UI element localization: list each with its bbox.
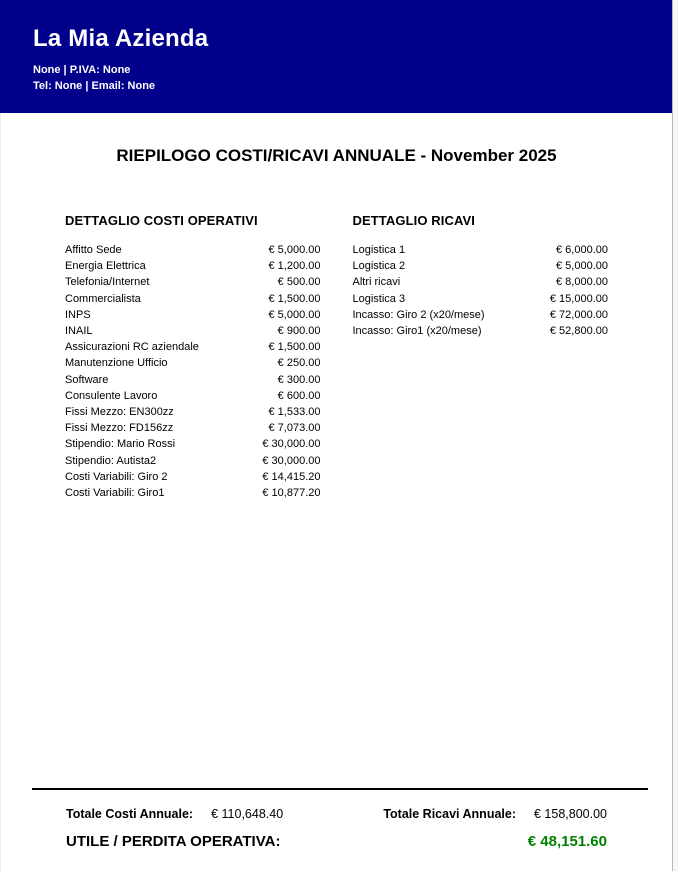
cost-label: INPS [65, 308, 91, 321]
profit-label: UTILE / PERDITA OPERATIVA: [66, 833, 281, 850]
cost-row [65, 291, 321, 307]
revenue-label: Incasso: Giro 2 (x20/mese) [352, 308, 485, 321]
revenue-amount: € 6,000.00 [556, 244, 608, 256]
revenue-row [353, 274, 609, 290]
total-costs-value: € 110,648.40 [211, 807, 284, 821]
costs-heading: DETTAGLIO COSTI OPERATIVI [65, 213, 258, 228]
cost-label: Energia Elettrica [65, 260, 146, 273]
company-header [0, 0, 672, 113]
revenue-label: Logistica 1 [352, 244, 406, 256]
cost-row [65, 485, 321, 501]
revenue-amount: € 72,000.00 [549, 308, 608, 321]
cost-label: Affitto Sede [65, 244, 122, 256]
cost-amount: € 30,000.00 [262, 454, 321, 467]
revenue-amount: € 52,800.00 [549, 325, 608, 338]
cost-label: Fissi Mezzo: FD156zz [65, 422, 174, 435]
cost-row [65, 388, 321, 404]
cost-amount: € 500.00 [277, 276, 321, 289]
cost-label: Stipendio: Autista2 [65, 454, 157, 467]
revenues-list [353, 242, 609, 339]
cost-row [65, 453, 321, 469]
revenue-row [353, 242, 609, 258]
cost-label: Manutenzione Ufficio [65, 357, 168, 370]
cost-label: Consulente Lavoro [65, 389, 158, 402]
totals-row [1, 790, 672, 821]
report-title: RIEPILOGO COSTI/RICAVI ANNUALE - November 2025 [116, 146, 557, 165]
cost-row [65, 436, 321, 452]
cost-label: Software [65, 373, 109, 386]
cost-row [65, 323, 321, 339]
revenue-row [353, 291, 609, 307]
detail-columns [65, 213, 608, 501]
cost-label: INAIL [65, 325, 93, 338]
cost-row [65, 307, 321, 323]
cost-label: Telefonia/Internet [65, 276, 150, 289]
total-revenues-label: Totale Ricavi Annuale: [383, 807, 516, 821]
cost-amount: € 1,200.00 [268, 260, 321, 273]
company-name: La Mia Azienda [33, 25, 209, 52]
cost-amount: € 7,073.00 [268, 422, 321, 435]
costs-column [65, 213, 321, 501]
cost-amount: € 900.00 [277, 325, 321, 338]
revenue-label: Incasso: Giro1 (x20/mese) [352, 325, 482, 338]
revenues-column [353, 213, 609, 501]
cost-row [65, 339, 321, 355]
revenue-label: Logistica 2 [352, 260, 406, 273]
cost-amount: € 5,000.00 [268, 244, 321, 256]
total-costs-group [66, 807, 283, 821]
cost-amount: € 600.00 [277, 389, 321, 402]
cost-row [65, 274, 321, 290]
cost-row [65, 372, 321, 388]
cost-label: Costi Variabili: Giro 2 [65, 470, 168, 483]
cost-row [65, 404, 321, 420]
cost-amount: € 5,000.00 [268, 308, 321, 321]
cost-amount: € 30,000.00 [262, 438, 321, 451]
cost-row [65, 258, 321, 274]
revenue-amount: € 15,000.00 [549, 292, 608, 305]
profit-value: € 48,151.60 [527, 833, 607, 850]
revenue-amount: € 8,000.00 [556, 276, 608, 289]
cost-row [65, 469, 321, 485]
total-revenues-value: € 158,800.00 [534, 807, 607, 821]
cost-label: Assicurazioni RC aziendale [65, 341, 199, 354]
cost-label: Commercialista [65, 292, 141, 305]
summary-section [1, 788, 672, 850]
revenue-row [353, 307, 609, 323]
revenues-heading: DETTAGLIO RICAVI [352, 213, 475, 228]
report-content [1, 146, 672, 501]
cost-label: Costi Variabili: Giro1 [65, 487, 165, 500]
cost-amount: € 14,415.20 [262, 470, 321, 483]
cost-label: Fissi Mezzo: EN300zz [65, 406, 174, 419]
cost-amount: € 300.00 [277, 373, 321, 386]
revenue-row [353, 258, 609, 274]
revenue-label: Logistica 3 [352, 292, 406, 305]
profit-row [1, 821, 672, 850]
company-info-line-1: None | P.IVA: None [33, 64, 131, 76]
cost-row [65, 242, 321, 258]
total-revenues-group [383, 807, 607, 821]
revenue-row [353, 323, 609, 339]
cost-label: Stipendio: Mario Rossi [65, 438, 176, 451]
cost-amount: € 1,500.00 [268, 341, 321, 354]
company-info-line-2: Tel: None | Email: None [33, 80, 156, 92]
cost-amount: € 250.00 [277, 357, 321, 370]
revenue-amount: € 5,000.00 [556, 260, 608, 273]
cost-row [65, 420, 321, 436]
revenue-label: Altri ricavi [352, 276, 401, 289]
cost-amount: € 10,877.20 [262, 487, 321, 500]
cost-amount: € 1,533.00 [268, 406, 321, 419]
costs-list [65, 242, 321, 501]
cost-row [65, 355, 321, 371]
cost-amount: € 1,500.00 [268, 292, 321, 305]
total-costs-label: Totale Costi Annuale: [66, 807, 194, 821]
